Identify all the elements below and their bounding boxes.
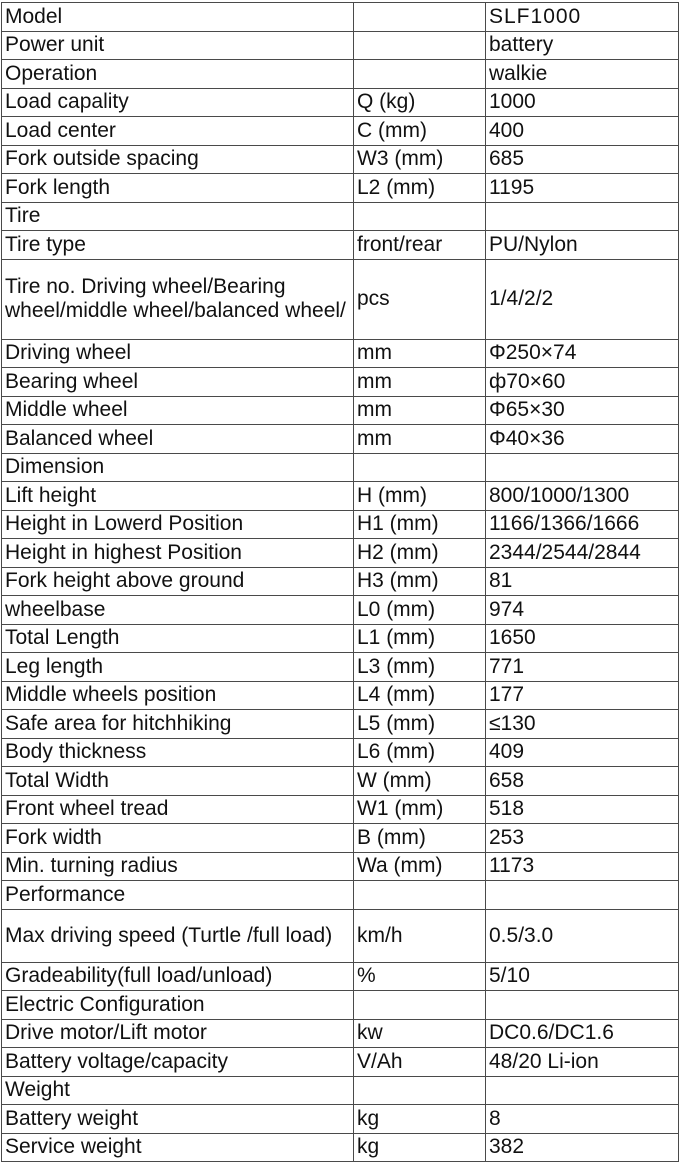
row-label: Middle wheels position [2,681,354,710]
section-heading: Dimension [2,453,354,482]
row-unit: L4 (mm) [354,681,486,710]
row-value: 48/20 Li-ion [486,1048,679,1077]
table-row [2,368,679,397]
table-row [2,1105,679,1134]
table-row [2,824,679,853]
row-label: Service weight [2,1133,354,1162]
row-label: Front wheel tread [2,795,354,824]
row-unit: H3 (mm) [354,567,486,596]
row-unit: B (mm) [354,824,486,853]
table-row [2,339,679,368]
table-row [2,710,679,739]
row-unit: W (mm) [354,767,486,796]
row-label: Drive motor/Lift motor [2,1019,354,1048]
row-unit [354,31,486,60]
row-value [486,1076,679,1105]
table-row [2,962,679,991]
row-value: 8 [486,1105,679,1134]
table-row [2,60,679,89]
table-row [2,767,679,796]
section-row [2,991,679,1020]
section-heading: Performance [2,881,354,910]
row-unit: H1 (mm) [354,510,486,539]
table-row [2,117,679,146]
row-value: 1195 [486,174,679,203]
row-value: 1173 [486,852,679,881]
row-label: Power unit [2,31,354,60]
row-label: Lift height [2,482,354,511]
row-value [486,453,679,482]
table-row [2,396,679,425]
row-label: Safe area for hitchhiking [2,710,354,739]
row-value [486,991,679,1020]
row-unit: H2 (mm) [354,539,486,568]
row-value: 800/1000/1300 [486,482,679,511]
row-value: 400 [486,117,679,146]
section-row [2,1076,679,1105]
row-unit: W3 (mm) [354,145,486,174]
row-label: Total Length [2,624,354,653]
table-row [2,738,679,767]
row-unit: mm [354,425,486,454]
table-row [2,852,679,881]
row-label: Leg length [2,653,354,682]
row-value: 771 [486,653,679,682]
row-unit: L6 (mm) [354,738,486,767]
row-label: wheelbase [2,596,354,625]
row-unit [354,3,486,32]
row-label: Min. turning radius [2,852,354,881]
row-unit [354,202,486,231]
row-label: Fork width [2,824,354,853]
row-unit: km/h [354,909,486,962]
row-unit: L3 (mm) [354,653,486,682]
table-row [2,231,679,260]
row-value: 1000 [486,88,679,117]
row-unit: C (mm) [354,117,486,146]
row-label: Bearing wheel [2,368,354,397]
row-label: Height in highest Position [2,539,354,568]
table-row [2,1019,679,1048]
row-value: DC0.6/DC1.6 [486,1019,679,1048]
row-label: Fork outside spacing [2,145,354,174]
table-row [2,795,679,824]
row-value: 518 [486,795,679,824]
table-row [2,482,679,511]
table-row [2,31,679,60]
row-unit: H (mm) [354,482,486,511]
row-unit [354,60,486,89]
row-value: 1650 [486,624,679,653]
row-unit [354,453,486,482]
spec-table-body [2,3,679,1162]
row-label: Total Width [2,767,354,796]
row-unit: W1 (mm) [354,795,486,824]
row-label: Fork height above ground [2,567,354,596]
row-unit: V/Ah [354,1048,486,1077]
row-value: 409 [486,738,679,767]
table-row [2,624,679,653]
row-unit: mm [354,368,486,397]
row-value: 177 [486,681,679,710]
row-unit: mm [354,396,486,425]
table-row [2,681,679,710]
row-value: Φ40×36 [486,425,679,454]
row-value: 685 [486,145,679,174]
row-value: 974 [486,596,679,625]
section-row [2,881,679,910]
row-value: battery [486,31,679,60]
row-label: Battery weight [2,1105,354,1134]
row-unit: Q (kg) [354,88,486,117]
row-unit: L0 (mm) [354,596,486,625]
table-row [2,425,679,454]
row-value: 81 [486,567,679,596]
table-row [2,88,679,117]
row-label: Body thickness [2,738,354,767]
row-unit: % [354,962,486,991]
table-row [2,567,679,596]
row-unit: Wa (mm) [354,852,486,881]
row-label: Balanced wheel [2,425,354,454]
row-value: Φ250×74 [486,339,679,368]
row-value: ≤130 [486,710,679,739]
section-row [2,202,679,231]
table-row [2,174,679,203]
table-row [2,653,679,682]
section-row [2,453,679,482]
row-unit [354,1076,486,1105]
row-label: Gradeability(full load/unload) [2,962,354,991]
table-row [2,539,679,568]
section-heading: Weight [2,1076,354,1105]
row-unit: L5 (mm) [354,710,486,739]
row-label: Load capality [2,88,354,117]
row-label: Driving wheel [2,339,354,368]
row-label: Middle wheel [2,396,354,425]
table-row [2,596,679,625]
table-row [2,259,679,339]
row-value: walkie [486,60,679,89]
section-heading: Tire [2,202,354,231]
row-value: 0.5/3.0 [486,909,679,962]
row-unit: kg [354,1133,486,1162]
row-value [486,881,679,910]
spec-table [1,2,679,1162]
row-label: Operation [2,60,354,89]
row-unit: front/rear [354,231,486,260]
row-label: Height in Lowerd Position [2,510,354,539]
row-unit: mm [354,339,486,368]
row-value: PU/Nylon [486,231,679,260]
row-value: ф70×60 [486,368,679,397]
row-value: 5/10 [486,962,679,991]
row-unit: L2 (mm) [354,174,486,203]
row-label: Battery voltage/capacity [2,1048,354,1077]
row-value [486,202,679,231]
row-unit [354,881,486,910]
row-value: 253 [486,824,679,853]
row-unit: pcs [354,259,486,339]
section-heading: Electric Configuration [2,991,354,1020]
row-label: Fork length [2,174,354,203]
row-label: Load center [2,117,354,146]
row-value: 2344/2544/2844 [486,539,679,568]
row-value: Φ65×30 [486,396,679,425]
table-row [2,1048,679,1077]
row-unit: kw [354,1019,486,1048]
row-value: 1/4/2/2 [486,259,679,339]
row-unit: kg [354,1105,486,1134]
row-value: 1166/1366/1666 [486,510,679,539]
row-value: SLF1000 [486,3,679,32]
row-value: 382 [486,1133,679,1162]
row-label: Model [2,3,354,32]
row-label: Tire no. Driving wheel/Bearing wheel/middle wheel/balanced wheel/ [2,259,354,339]
table-row [2,3,679,32]
row-label: Max driving speed (Turtle /full load) [2,909,354,962]
row-label: Tire type [2,231,354,260]
table-row [2,145,679,174]
row-unit [354,991,486,1020]
row-unit: L1 (mm) [354,624,486,653]
row-value: 658 [486,767,679,796]
table-row [2,909,679,962]
table-row [2,1133,679,1162]
table-row [2,510,679,539]
